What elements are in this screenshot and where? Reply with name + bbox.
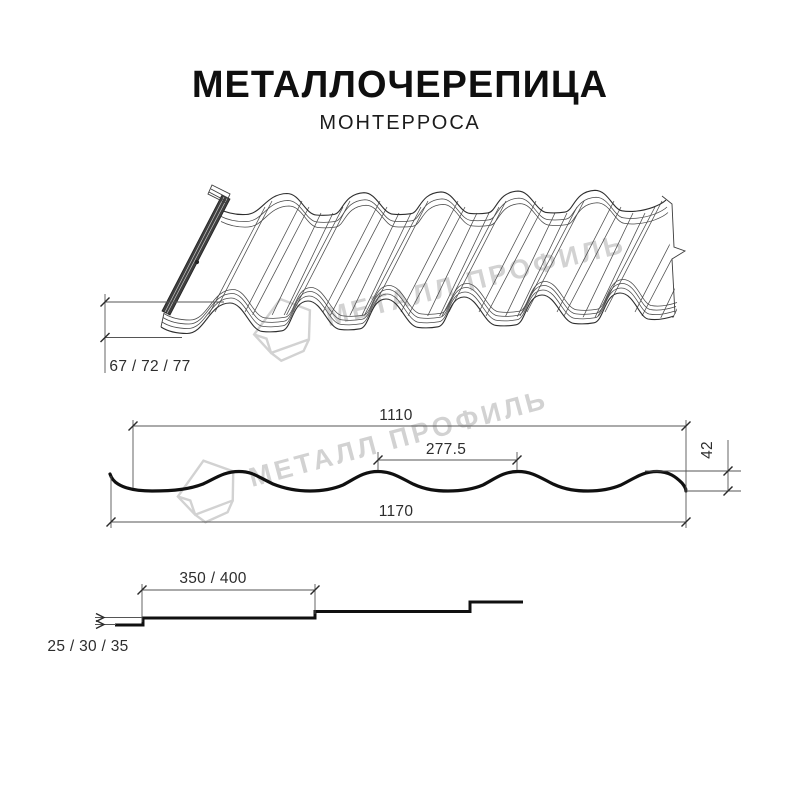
fastener-dot bbox=[195, 260, 199, 264]
step-outline bbox=[115, 602, 523, 625]
step-height-label: 25 / 30 / 35 bbox=[47, 638, 129, 655]
dimension-step-height bbox=[47, 614, 142, 656]
sheet-back-edge bbox=[219, 190, 668, 228]
full-width-label: 1170 bbox=[378, 503, 414, 520]
page-subtitle: МОНТЕРРОСА bbox=[319, 112, 481, 134]
dimension-module-length bbox=[138, 570, 320, 622]
module-length-label: 350 / 400 bbox=[179, 570, 247, 587]
watermark-lower bbox=[171, 371, 556, 528]
wave-pitch-label: 277.5 bbox=[425, 441, 467, 458]
dimension-sheet-height bbox=[101, 294, 225, 375]
dimension-profile-height bbox=[645, 440, 741, 496]
profile-outline bbox=[110, 472, 686, 492]
page-title: МЕТАЛЛОЧЕРЕПИЦА bbox=[191, 64, 609, 106]
sheet-right-edge bbox=[662, 196, 685, 314]
cover-width-label: 1110 bbox=[379, 407, 413, 424]
sheet-height-label: 67 / 72 / 77 bbox=[109, 358, 191, 375]
step-profile-drawing bbox=[47, 570, 523, 655]
profile-height-label: 42 bbox=[699, 441, 716, 459]
dimension-full-width bbox=[107, 476, 691, 528]
